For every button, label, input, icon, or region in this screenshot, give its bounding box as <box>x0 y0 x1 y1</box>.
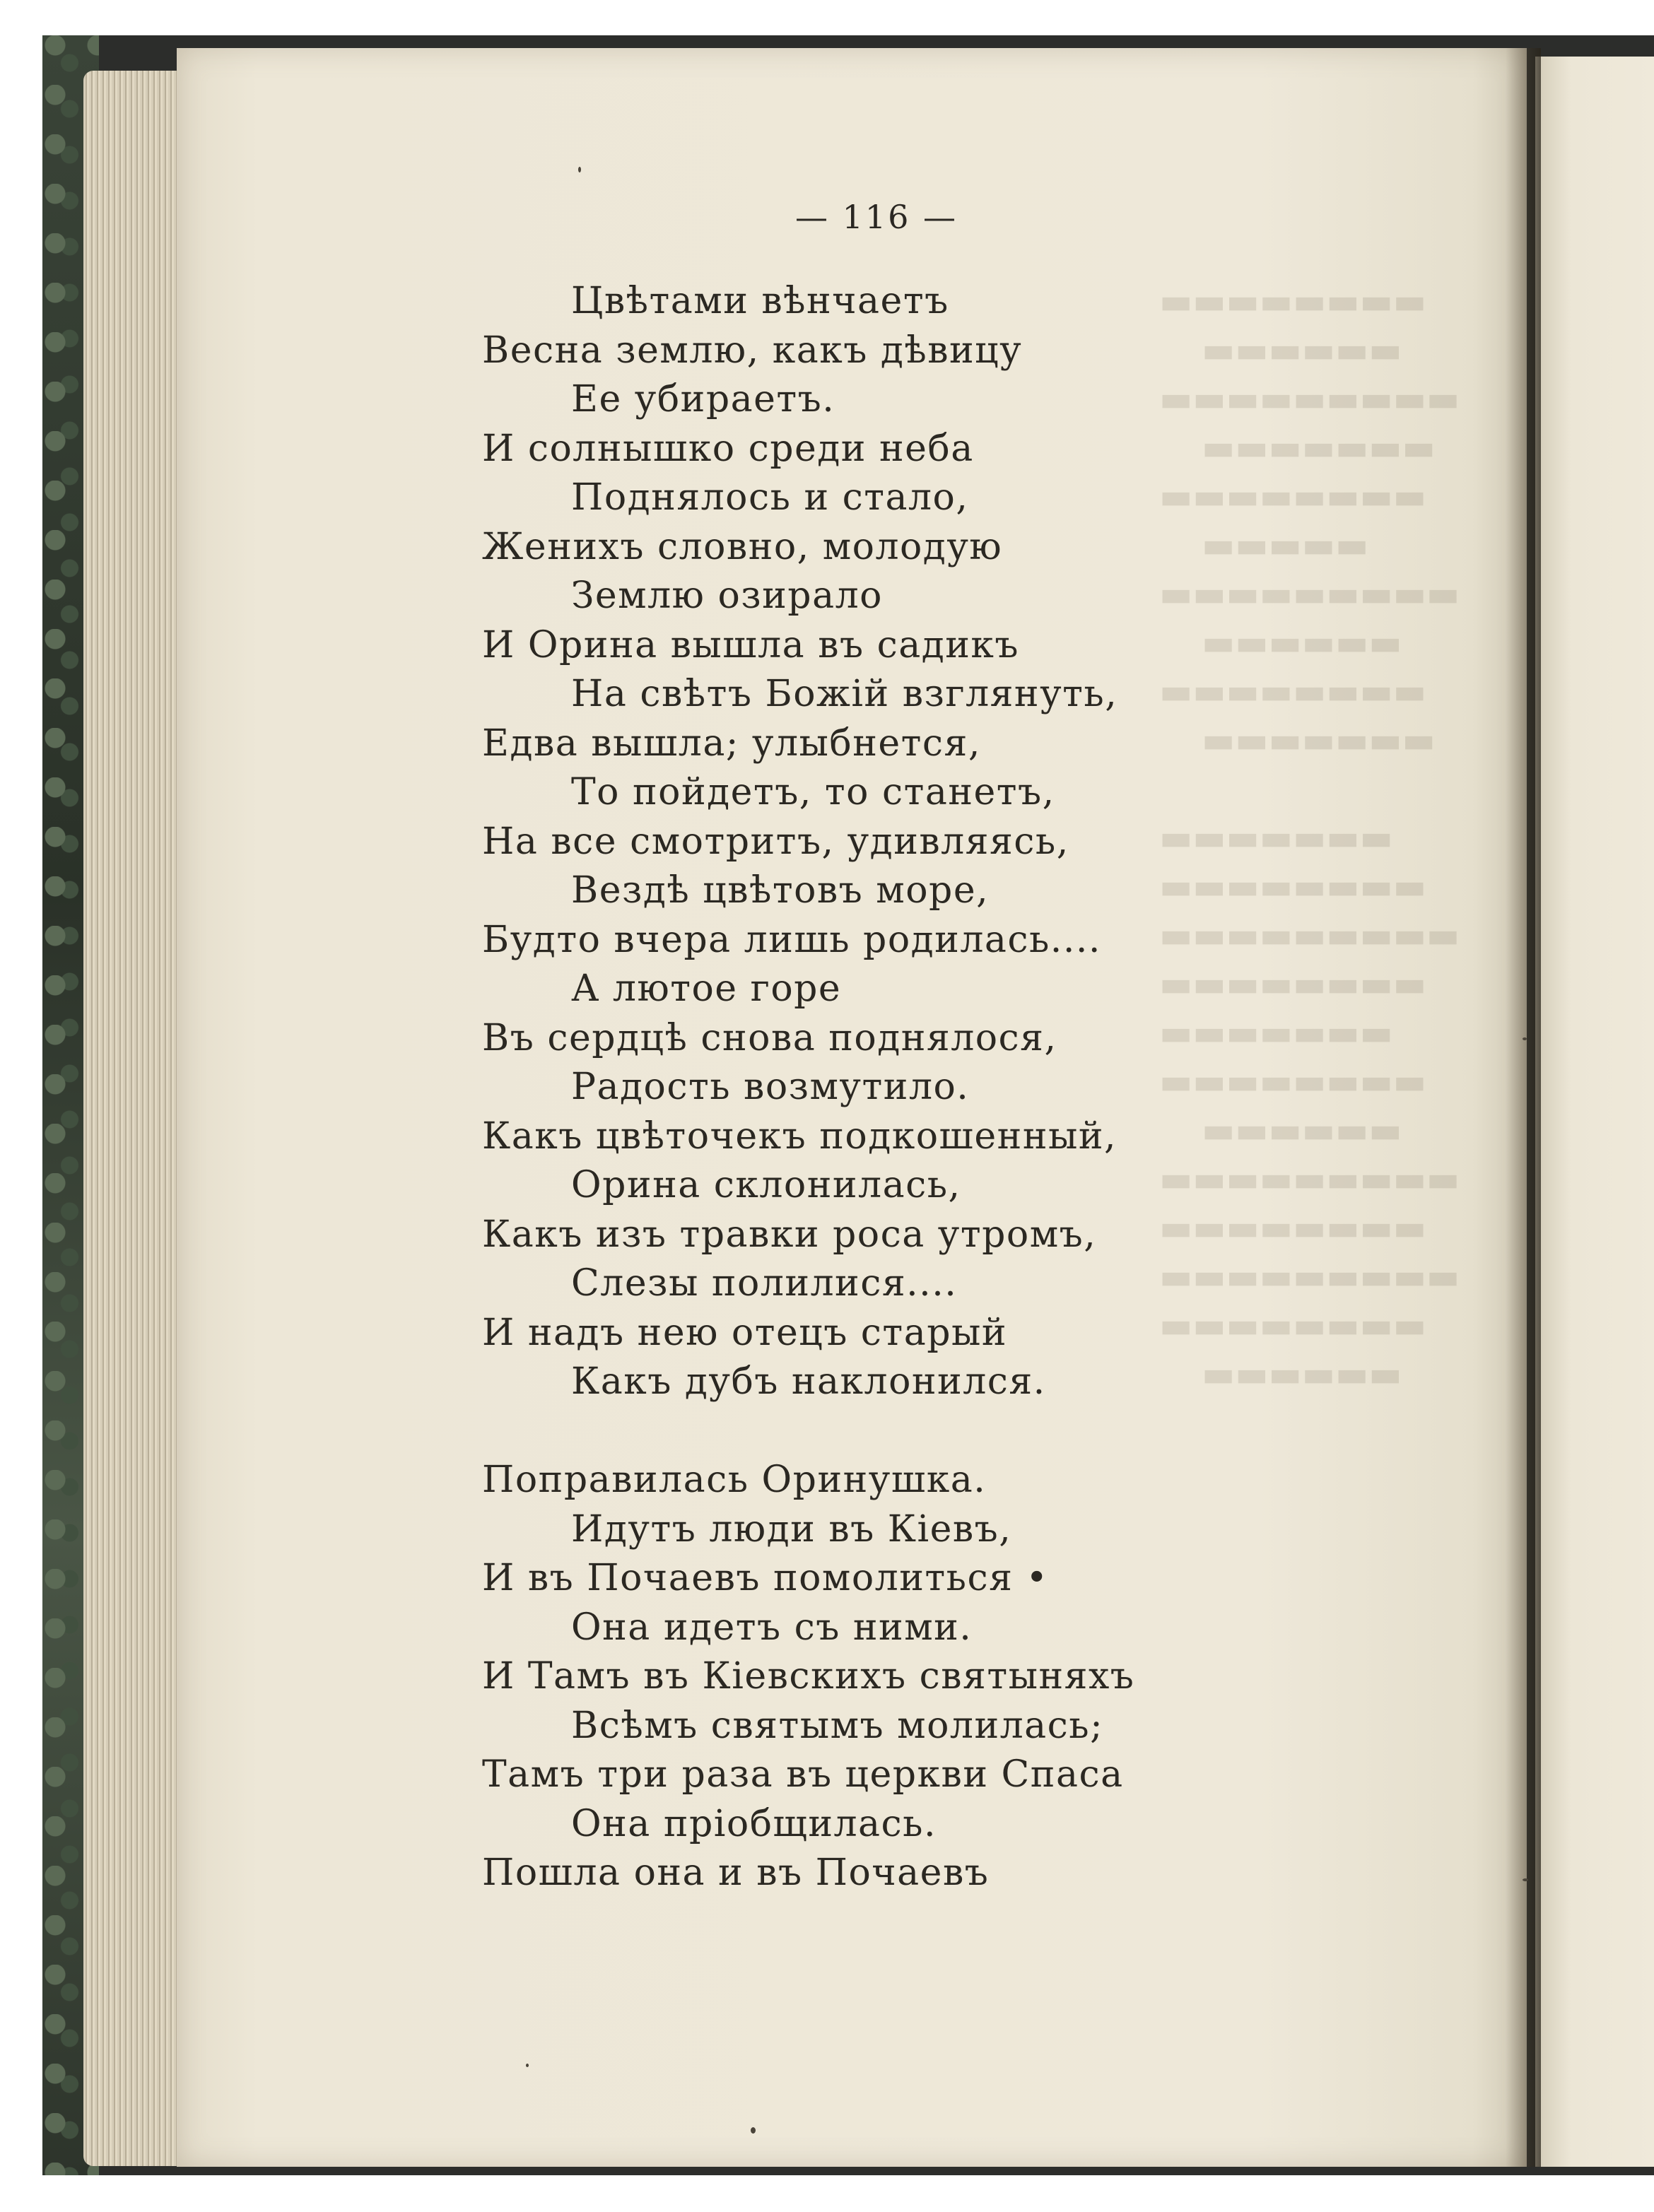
poem-line: Какъ цвѣточекъ подкошенный, <box>482 1114 1118 1158</box>
poem-line: Она идетъ съ ними. <box>571 1606 973 1649</box>
poem-line: На все смотритъ, удивляясь, <box>482 820 1069 863</box>
poem-line: Цвѣтами вѣнчаетъ <box>571 280 949 322</box>
page-number: — 116 — <box>794 198 958 236</box>
poem-line: Поправилась Оринушка. <box>482 1459 987 1501</box>
stanza-break <box>482 1407 1401 1457</box>
poem-line: Ее убираетъ. <box>571 378 835 420</box>
poem-line: И солнышко среди неба <box>482 427 974 470</box>
poem-line: И въ Почаевъ помолиться • <box>482 1557 1049 1599</box>
poem-line: Какъ изъ травки роса утромъ, <box>482 1213 1097 1256</box>
stanza <box>482 277 1401 1407</box>
poem-line: Поднялось и стало, <box>571 476 969 519</box>
poem-line: Идутъ люди въ Кіевъ, <box>571 1507 1012 1551</box>
poem-text <box>482 277 1401 1898</box>
poem-line: На свѣтъ Божій взглянуть, <box>571 673 1118 715</box>
poem-line: То пойдетъ, то станетъ, <box>571 771 1055 813</box>
paper-speck <box>526 2064 529 2067</box>
poem-line: Женихъ словно, молодую <box>482 525 1003 568</box>
poem-line: И надъ нею отецъ старый <box>482 1311 1008 1354</box>
poem-line: Орина склонилась, <box>571 1164 961 1206</box>
poem-line: Землю озирало <box>571 575 883 617</box>
poem-line: Едва вышла; улыбнется, <box>482 722 981 765</box>
poem-line: Пошла она и въ Почаевъ <box>482 1852 990 1894</box>
poem-line: А лютое горе <box>571 967 842 1010</box>
facing-page <box>1535 57 1654 2167</box>
poem-line: Всѣмъ святымъ молилась; <box>571 1704 1104 1747</box>
poem-line: И Орина вышла въ садикъ <box>482 623 1019 666</box>
poem-line: Весна землю, какъ дѣвицу <box>482 329 1023 372</box>
poem-line: Будто вчера лишь родилась.... <box>482 918 1101 961</box>
paper-speck <box>1523 1037 1527 1040</box>
poem-line: Вездѣ цвѣтовъ море, <box>571 869 990 912</box>
poem-line: Какъ дубъ наклонился. <box>571 1360 1046 1403</box>
paper-speck <box>751 2127 756 2134</box>
poem-line: Въ сердцѣ снова поднялося, <box>482 1016 1057 1059</box>
poem-line: Слезы полилися.... <box>571 1262 958 1305</box>
poem-line: Тамъ три раза въ церкви Спаса <box>482 1753 1124 1796</box>
paper-speck <box>578 167 581 172</box>
stanza <box>482 1456 1401 1898</box>
page-block-edges <box>83 71 189 2166</box>
poem-line: И Тамъ въ Кіевскихъ святыняхъ <box>482 1655 1135 1698</box>
poem-line: Она пріобщилась. <box>571 1802 937 1845</box>
show-through-texture: ▬▬▬▬▬▬▬▬ ▬▬▬▬▬▬ ▬▬▬▬▬▬▬▬▬ ▬▬▬▬▬▬▬ ▬▬▬▬▬▬▬▬ ▬▬▬▬▬ ▬▬▬▬▬▬▬▬▬ ▬▬▬▬▬▬ ▬▬▬▬▬▬▬▬ ▬▬▬▬▬▬▬ ▬▬▬▬▬▬▬ ▬▬▬▬▬▬▬▬ ▬▬▬▬▬▬▬▬▬ ▬▬▬▬▬▬▬▬ ▬▬▬▬▬▬▬ ▬▬▬▬▬▬▬▬ ▬▬▬▬▬▬ ▬▬▬▬▬▬▬▬▬ ▬▬▬▬▬▬▬▬ ▬▬▬▬▬▬▬▬▬ ▬▬▬▬▬▬▬▬ ▬▬▬▬▬▬ <box>1159 281 1460 1394</box>
poem-line: Радость возмутило. <box>571 1066 970 1108</box>
paper-speck <box>1523 1878 1528 1881</box>
page-gutter-shadow <box>1506 48 1541 2167</box>
